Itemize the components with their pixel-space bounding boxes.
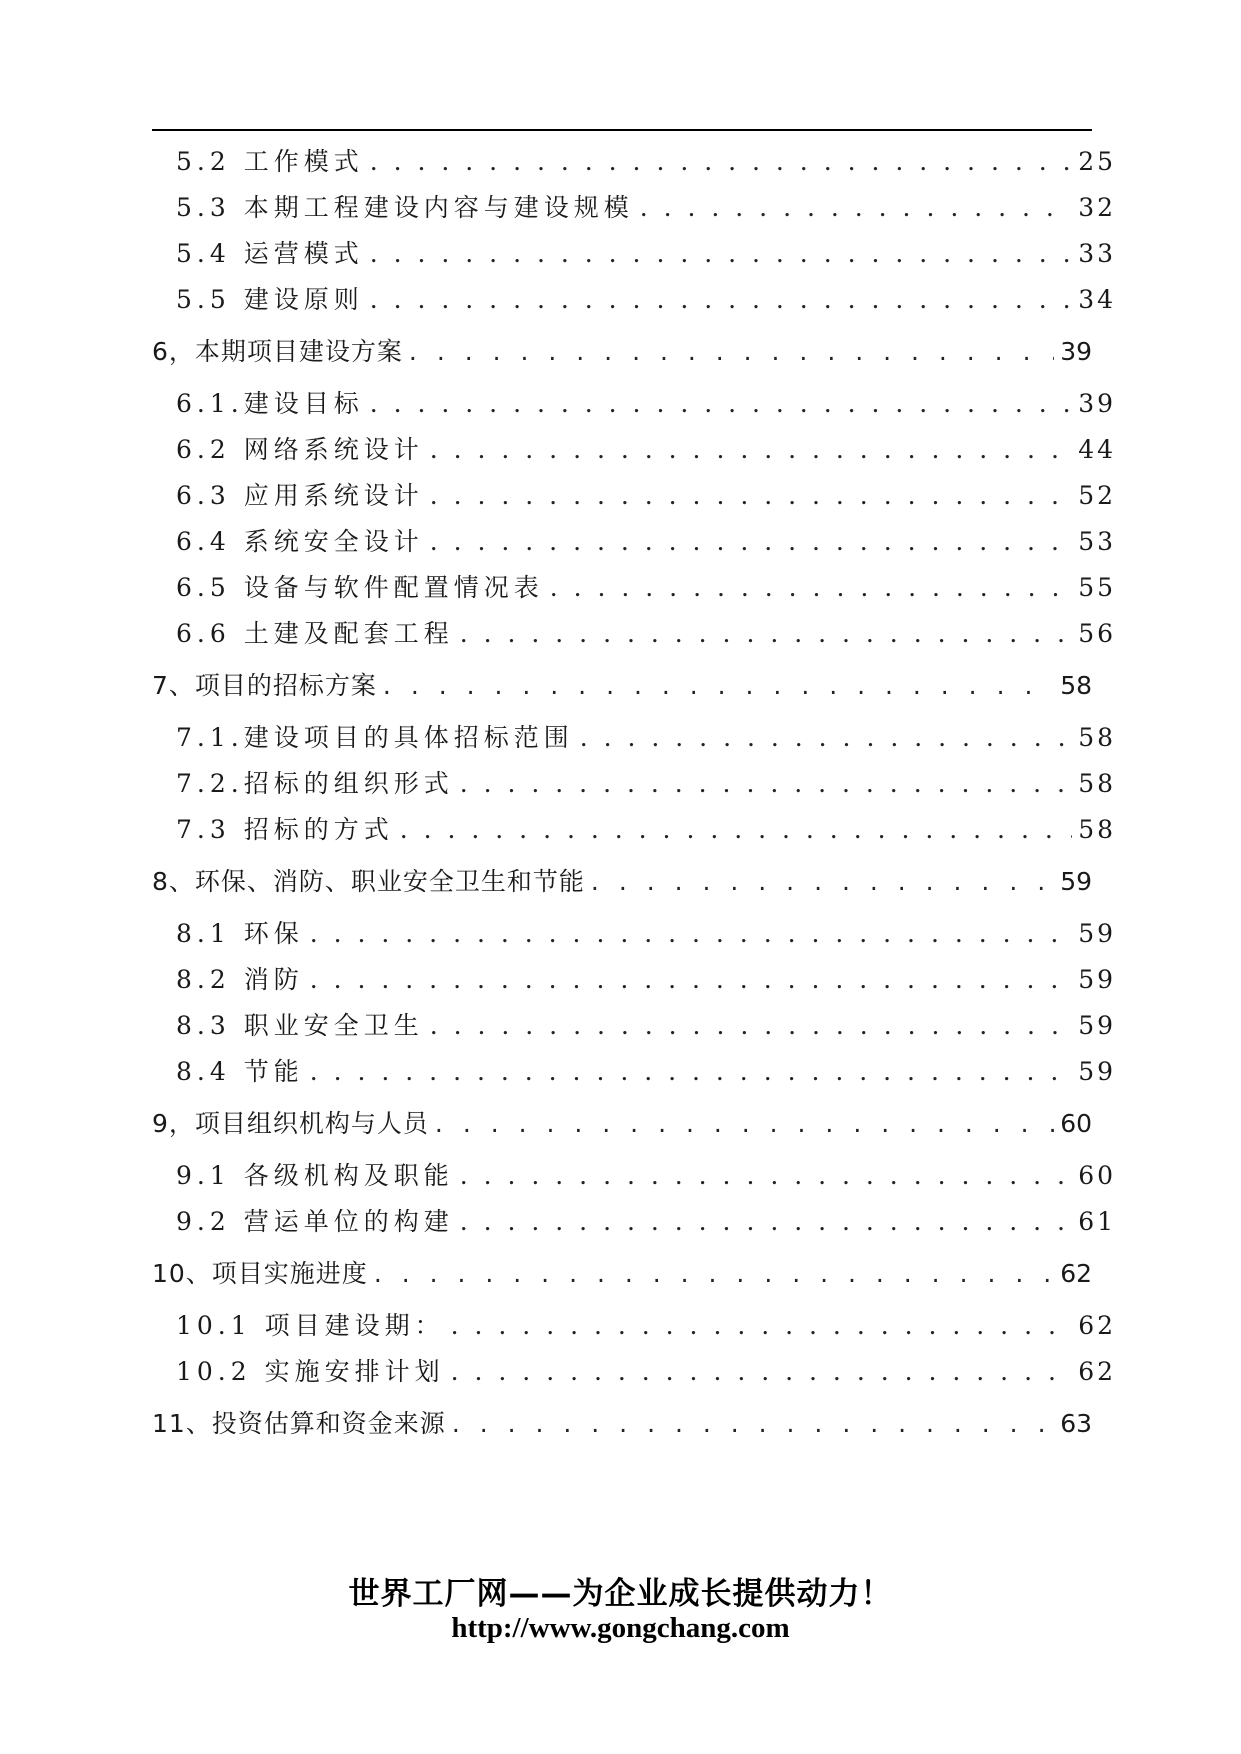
toc-page-number: 60 bbox=[1078, 1161, 1116, 1190]
toc-leader-dots bbox=[460, 1153, 1072, 1199]
toc-leader-dots bbox=[374, 1251, 1054, 1297]
toc-entry-label: 6.6 土建及配套工程 bbox=[176, 619, 454, 648]
toc-chapter[interactable] bbox=[152, 859, 1092, 905]
toc-page-number: 61 bbox=[1078, 1207, 1116, 1236]
toc-entry[interactable] bbox=[152, 761, 1116, 807]
toc-entry[interactable] bbox=[152, 381, 1116, 427]
toc-page-number: 58 bbox=[1078, 769, 1116, 798]
toc-leader-dots bbox=[430, 427, 1072, 473]
toc-page-number: 62 bbox=[1078, 1357, 1116, 1386]
toc-leader-dots bbox=[640, 185, 1072, 231]
toc-entry-label: 6.3 应用系统设计 bbox=[176, 481, 424, 510]
toc-entry[interactable] bbox=[152, 1153, 1116, 1199]
toc-leader-dots bbox=[310, 1049, 1072, 1095]
toc-leader-dots bbox=[430, 519, 1072, 565]
toc-entry[interactable] bbox=[152, 715, 1116, 761]
toc-page-number: 44 bbox=[1078, 435, 1116, 464]
toc-entry[interactable] bbox=[152, 1349, 1116, 1395]
toc-entry[interactable] bbox=[152, 1199, 1116, 1245]
toc-leader-dots bbox=[580, 715, 1072, 761]
toc-entry-label: 6.1.建设目标 bbox=[176, 389, 364, 418]
toc-entry-label: 7.3 招标的方式 bbox=[176, 815, 394, 844]
toc-entry-label: 7.2.招标的组织形式 bbox=[176, 769, 454, 798]
toc-page-number: 59 bbox=[1078, 1057, 1116, 1086]
toc-page-number: 58 bbox=[1078, 815, 1116, 844]
table-of-contents bbox=[152, 139, 1116, 1453]
toc-chapter-label: 11、投资估算和资金来源 bbox=[152, 1409, 446, 1438]
toc-entry[interactable] bbox=[152, 911, 1116, 957]
toc-entry-label: 10.1 项目建设期： bbox=[176, 1311, 445, 1340]
toc-entry[interactable] bbox=[152, 807, 1116, 853]
toc-entry[interactable] bbox=[152, 185, 1116, 231]
toc-entry[interactable] bbox=[152, 1003, 1116, 1049]
toc-chapter-label: 7、项目的招标方案 bbox=[152, 671, 377, 700]
toc-leader-dots bbox=[451, 1303, 1073, 1349]
toc-page-number: 59 bbox=[1078, 919, 1116, 948]
toc-entry[interactable] bbox=[152, 427, 1116, 473]
toc-entry-label: 8.3 职业安全卫生 bbox=[176, 1011, 424, 1040]
toc-page-number: 59 bbox=[1078, 1011, 1116, 1040]
toc-chapter[interactable] bbox=[152, 663, 1092, 709]
toc-leader-dots bbox=[550, 565, 1072, 611]
toc-entry-label: 5.3 本期工程建设内容与建设规模 bbox=[176, 193, 634, 222]
toc-chapter[interactable] bbox=[152, 1401, 1092, 1447]
toc-entry-label: 8.4 节能 bbox=[176, 1057, 304, 1086]
toc-leader-dots bbox=[430, 1003, 1072, 1049]
toc-entry[interactable] bbox=[152, 519, 1116, 565]
toc-leader-dots bbox=[370, 231, 1072, 277]
toc-leader-dots bbox=[370, 381, 1072, 427]
toc-page-number: 58 bbox=[1060, 671, 1092, 700]
toc-entry-label: 7.1.建设项目的具体招标范围 bbox=[176, 723, 574, 752]
toc-page-number: 32 bbox=[1078, 193, 1116, 222]
toc-page-number: 39 bbox=[1078, 389, 1116, 418]
toc-chapter[interactable] bbox=[152, 1101, 1092, 1147]
footer-slogan: 世界工厂网——为企业成长提供动力！ bbox=[348, 1576, 893, 1612]
toc-entry-label: 5.5 建设原则 bbox=[176, 285, 364, 314]
toc-page-number: 52 bbox=[1078, 481, 1116, 510]
toc-entry-label: 9.1 各级机构及职能 bbox=[176, 1161, 454, 1190]
toc-leader-dots bbox=[430, 473, 1072, 519]
toc-chapter-label: 9，项目组织机构与人员 bbox=[152, 1109, 429, 1138]
toc-page-number: 63 bbox=[1060, 1409, 1092, 1438]
toc-leader-dots bbox=[400, 807, 1072, 853]
toc-leader-dots bbox=[460, 611, 1072, 657]
toc-entry[interactable] bbox=[152, 277, 1116, 323]
toc-page-number: 58 bbox=[1078, 723, 1116, 752]
toc-entry-label: 5.2 工作模式 bbox=[176, 147, 364, 176]
toc-leader-dots bbox=[451, 1349, 1073, 1395]
footer-url[interactable]: http://www.gongchang.com bbox=[451, 1612, 790, 1644]
toc-entry-label: 6.5 设备与软件配置情况表 bbox=[176, 573, 544, 602]
toc-page-number: 39 bbox=[1060, 337, 1092, 366]
toc-leader-dots bbox=[435, 1101, 1054, 1147]
toc-leader-dots bbox=[591, 859, 1054, 905]
toc-leader-dots bbox=[452, 1401, 1054, 1447]
toc-leader-dots bbox=[310, 911, 1072, 957]
toc-chapter[interactable] bbox=[152, 329, 1092, 375]
toc-page-number: 59 bbox=[1078, 965, 1116, 994]
toc-entry-label: 6.2 网络系统设计 bbox=[176, 435, 424, 464]
toc-leader-dots bbox=[370, 139, 1072, 185]
toc-leader-dots bbox=[370, 277, 1072, 323]
toc-chapter-label: 10、项目实施进度 bbox=[152, 1259, 368, 1288]
toc-chapter-label: 8、环保、消防、职业安全卫生和节能 bbox=[152, 867, 585, 896]
toc-leader-dots bbox=[310, 957, 1072, 1003]
toc-entry[interactable] bbox=[152, 1303, 1116, 1349]
toc-entry[interactable] bbox=[152, 957, 1116, 1003]
toc-entry-label: 5.4 运营模式 bbox=[176, 239, 364, 268]
toc-entry[interactable] bbox=[152, 231, 1116, 277]
toc-page-number: 34 bbox=[1078, 285, 1116, 314]
toc-entry[interactable] bbox=[152, 473, 1116, 519]
toc-chapter[interactable] bbox=[152, 1251, 1092, 1297]
toc-page-number: 25 bbox=[1078, 147, 1116, 176]
toc-page-number: 33 bbox=[1078, 239, 1116, 268]
toc-entry[interactable] bbox=[152, 1049, 1116, 1095]
toc-leader-dots bbox=[460, 1199, 1072, 1245]
header-rule bbox=[152, 129, 1092, 131]
toc-entry[interactable] bbox=[152, 139, 1116, 185]
toc-leader-dots bbox=[383, 663, 1054, 709]
toc-entry-label: 10.2 实施安排计划 bbox=[176, 1357, 445, 1386]
toc-chapter-label: 6，本期项目建设方案 bbox=[152, 337, 403, 366]
toc-page-number: 53 bbox=[1078, 527, 1116, 556]
toc-entry[interactable] bbox=[152, 611, 1116, 657]
toc-page-number: 62 bbox=[1060, 1259, 1092, 1288]
toc-page-number: 62 bbox=[1078, 1311, 1116, 1340]
toc-entry-label: 8.2 消防 bbox=[176, 965, 304, 994]
toc-leader-dots bbox=[409, 329, 1054, 375]
toc-page-number: 59 bbox=[1060, 867, 1092, 896]
toc-page-number: 56 bbox=[1078, 619, 1116, 648]
toc-page-number: 60 bbox=[1060, 1109, 1092, 1138]
toc-entry-label: 8.1 环保 bbox=[176, 919, 304, 948]
toc-entry-label: 9.2 营运单位的构建 bbox=[176, 1207, 454, 1236]
toc-entry-label: 6.4 系统安全设计 bbox=[176, 527, 424, 556]
toc-leader-dots bbox=[460, 761, 1072, 807]
toc-entry[interactable] bbox=[152, 565, 1116, 611]
toc-page-number: 55 bbox=[1078, 573, 1116, 602]
